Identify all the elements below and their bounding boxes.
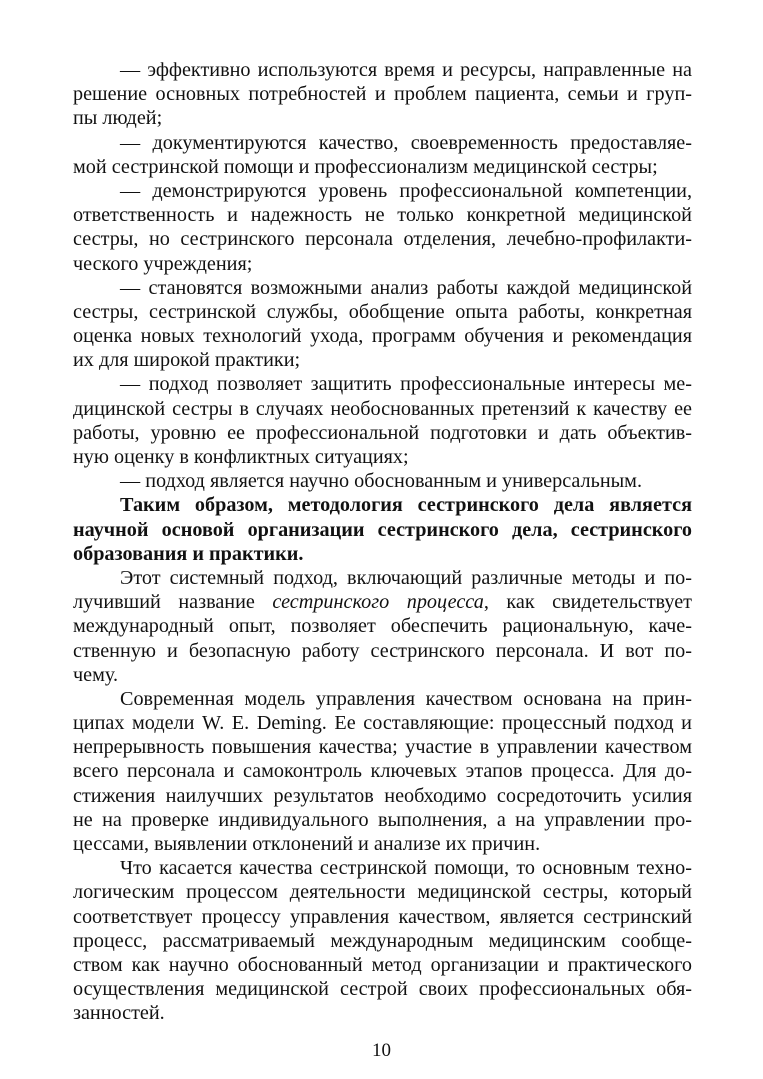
paragraph-bullet-documentation (73, 131, 692, 179)
text-line: ственную и безопасную работу сестринского персонала. И вот по- (73, 639, 692, 662)
text-line: Таким образом, методология сестринского дела является (120, 494, 692, 517)
paragraph-bullet-time-resources (73, 58, 692, 131)
text-line-italic-term: лучивший название сестринского процесса, как свидетельствует (73, 591, 693, 614)
paragraph-bullet-analysis (73, 276, 692, 373)
text-line: Современная модель управления качеством основана на прин- (120, 687, 692, 710)
paragraph-system-approach (73, 566, 692, 687)
text-line: мой сестринской помощи и профессионализм медицинской сестры; (73, 155, 658, 178)
text-line: логическим процессом деятельности медицинской сестры, который (73, 881, 692, 904)
text-line: Этот системный подход, включающий различные методы и по- (120, 566, 692, 589)
paragraph-nursing-process (73, 856, 692, 1025)
text-line: всего персонала и самоконтроль ключевых этапов процесса. Для до- (73, 760, 692, 783)
page-number: 10 (372, 1040, 391, 1061)
text-line: Что касается качества сестринской помощи, то основным техно- (120, 857, 692, 880)
text-line: работы, уровню ее профессиональной подготовки и дать объектив- (73, 421, 692, 444)
text-line: оценка новых технологий ухода, программ обучения и рекомендация (73, 325, 692, 348)
text-line: непрерывность повышения качества; участие в управлении качеством (73, 736, 692, 759)
text-line: научной основой организации сестринского дела, сестринского (73, 518, 692, 541)
text-line: пы людей; (73, 107, 163, 130)
paragraph-conclusion-bold (73, 493, 692, 566)
text-line: цессами, выявлении отклонений и анализе их причин. (73, 833, 541, 855)
text-line: стижения наилучших результатов необходимо сосредоточить усилия (73, 784, 692, 807)
text-line: процесс, рассматриваемый международным медицинским сообще- (73, 929, 692, 952)
text-line: ную оценку в конфликтных ситуациях; (73, 446, 409, 468)
text-line: — подход позволяет защитить профессиональные интересы ме- (120, 373, 692, 396)
text-line: не на проверке индивидуального выполнения, а на управлении про- (73, 808, 692, 831)
paragraph-bullet-competence (73, 179, 692, 276)
text-line: ответственность и надежность не только конкретной медицинской (73, 204, 692, 227)
italic-term: сестринского процесса (272, 591, 484, 614)
text-line: решение основных потребностей и проблем пациента, семьи и груп- (73, 83, 692, 106)
text-line: — демонстрируются уровень профессиональной компетенции, (120, 179, 692, 202)
text-line: дицинской сестры в случаях необоснованных претензий к качеству ее (73, 397, 692, 420)
paragraph-deming-model (73, 687, 692, 856)
text-line: образования и практики. (73, 542, 304, 565)
text-line: сестры, сестринской службы, обобщение опыта работы, конкретная (73, 300, 692, 323)
text-line: чему. (73, 663, 119, 686)
text-line: международный опыт, позволяет обеспечить рациональную, каче- (73, 615, 692, 638)
text-line: их для широкой практики; (73, 349, 301, 372)
document-page (73, 58, 692, 1026)
text-line: сестры, но сестринского персонала отделения, лечебно-профилакти- (73, 228, 692, 251)
text-line: — подход является научно обоснованным и универсальным. (120, 470, 643, 493)
text-line: ческого учреждения; (73, 252, 253, 275)
paragraph-bullet-protection (73, 372, 692, 469)
text-line: — документируются качество, своевременность предоставляе- (120, 131, 692, 154)
text-line: — эффективно используются время и ресурсы, направленные на (120, 59, 692, 81)
text-line: соответствует процессу управления качеством, является сестринский (73, 905, 692, 928)
text-line: занностей. (73, 1002, 165, 1025)
text-line: осуществления медицинской сестрой своих профессиональных обя- (73, 978, 692, 1001)
text-line: ципах модели W. E. Deming. Ее составляющие: процессный подход и (73, 712, 692, 735)
text-line: ством как научно обоснованный метод организации и практического (73, 953, 692, 976)
paragraph-bullet-scientific (73, 469, 692, 493)
text-line: — становятся возможными анализ работы каждой медицинской (120, 276, 692, 299)
